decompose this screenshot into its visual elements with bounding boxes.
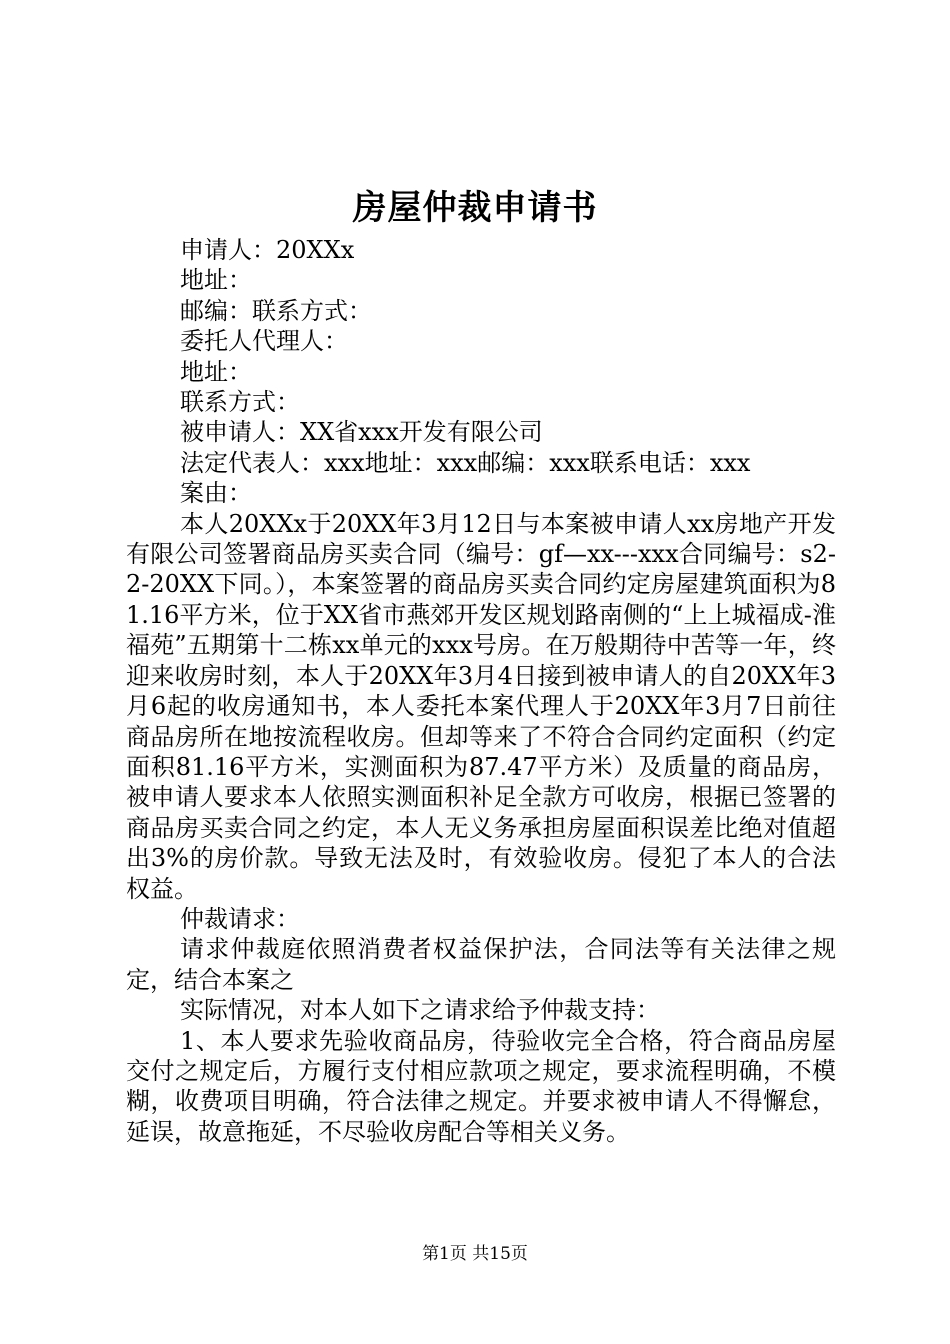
page-indicator: 第1页 共15页 bbox=[422, 1244, 528, 1264]
applicant-address-line: 地址： bbox=[180, 266, 252, 295]
document-title: 房屋仲裁申请书 bbox=[352, 188, 598, 228]
agent-contact-line: 联系方式： bbox=[180, 388, 300, 417]
arbitration-request-intro: 实际情况，对本人如下之请求给予仲裁支持： bbox=[180, 996, 660, 1025]
case-facts-paragraph: 本人20XXx于20XX年3月12日与本案被申请人xx房地产开发有限公司签署商品房买卖合同（编号：gf—xx---xxx合同编号：s2-2-20XX下同。），本案签署的商品房买卖合同约定房屋建筑面积为81.16平方米，位于XX省市燕郊开发区规划路南侧的“上上城福成-淮福苑”五期第十二栋xx单元的xxx号房。在万般期待中苦等一年，终迎来收房时刻，本人于20XX年3月4日接到被申请人的自20XX年3月6起的收房通知书，本人委托本案代理人于20XX年3月7日前往商品房所在地按流程收房。但却等来了不符合合同约定面积（约定面积81.16平方米，实测面积为87.47平方米）及质量的商品房，被申请人要求本人依照实测面积补足全款方可收房，根据已签署的商品房买卖合同之约定，本人无义务承担房屋面积误差比绝对值超出3%的房价款。导致无法及时，有效验收房。侵犯了本人的合法权益。 bbox=[126, 509, 836, 903]
applicant-postcode-contact-line: 邮编：联系方式： bbox=[180, 296, 372, 325]
request-item-1: 1、本人要求先验收商品房，待验收完全合格，符合商品房屋交付之规定后，方履行支付相应款项之规定，要求流程明确，不模糊，收费项目明确，符合法律之规定。并要求被申请人不得懈怠，延误，故意拖延，不尽验收房配合等相关义务。 bbox=[126, 1026, 836, 1146]
arbitration-request-paragraph: 请求仲裁庭依照消费者权益保护法，合同法等有关法律之规定，结合本案之 bbox=[126, 935, 836, 994]
applicant-line: 申请人：20XXx bbox=[180, 236, 355, 264]
agent-line: 委托人代理人： bbox=[180, 327, 348, 356]
respondent-line: 被申请人：XX省xxx开发有限公司 bbox=[180, 418, 543, 447]
document-body bbox=[126, 235, 836, 1147]
arbitration-request-heading: 仲裁请求： bbox=[180, 904, 300, 933]
legal-representative-line: 法定代表人：xxx地址：xxx邮编：xxx联系电话：xxx bbox=[180, 448, 751, 477]
agent-address-line: 地址： bbox=[180, 357, 252, 386]
case-cause-heading: 案由： bbox=[180, 479, 252, 508]
